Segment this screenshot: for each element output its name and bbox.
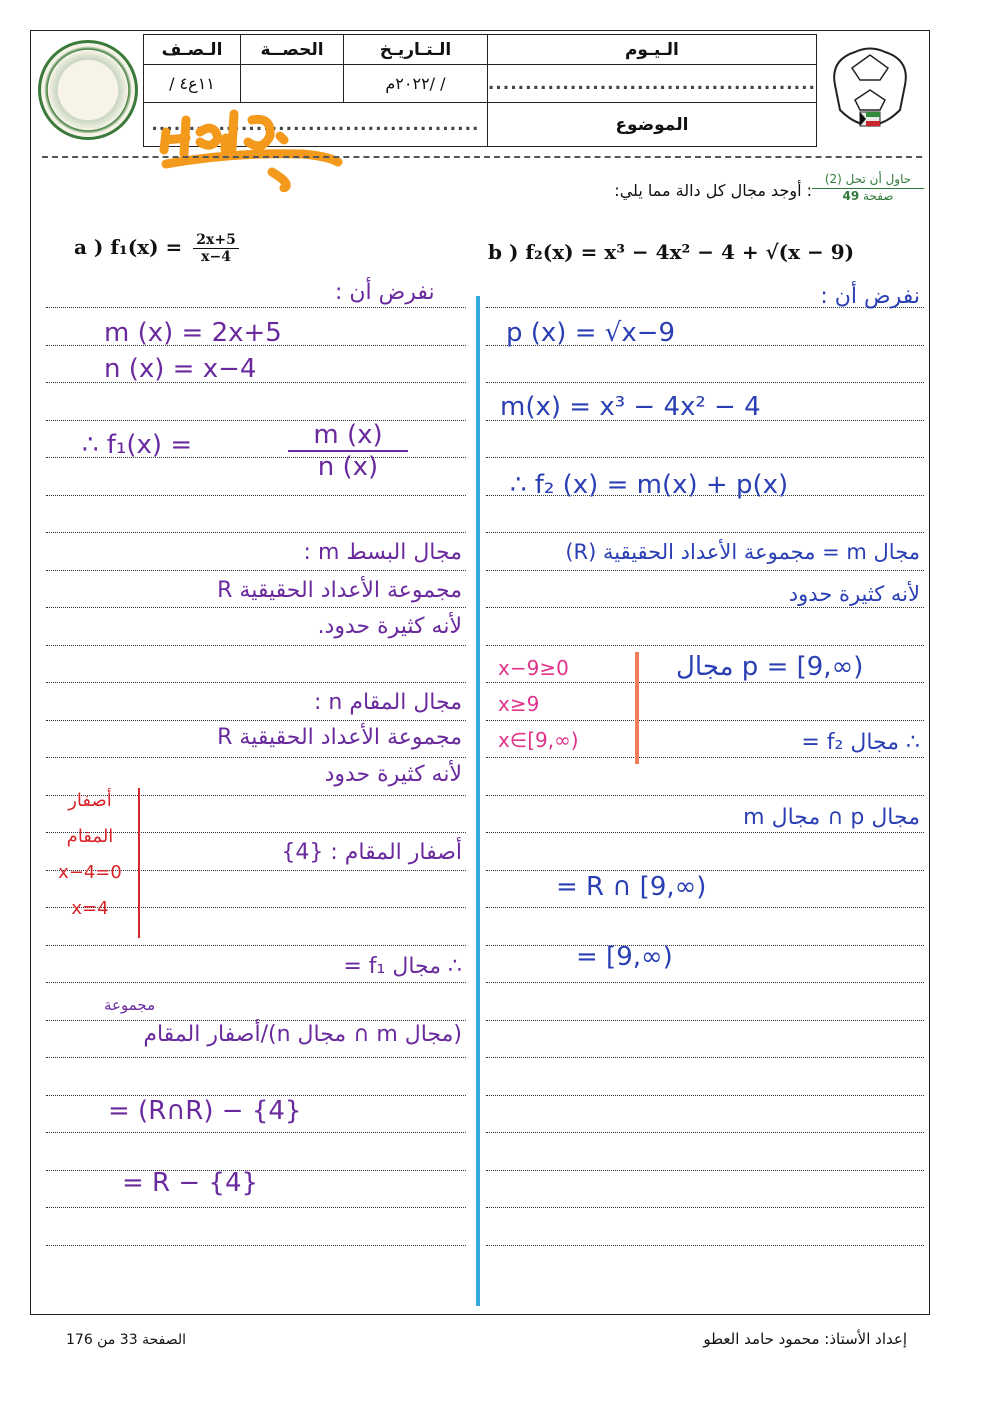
ruled-line [46,607,466,608]
a-side-note-line: أصفار [68,790,112,811]
a-assume: نفرض أن : [335,280,435,305]
ruled-line [46,1245,466,1246]
b-m-def: m(x) = x³ − 4x² − 4 [500,392,761,422]
a-set-word: مجموعة [104,996,156,1014]
ruled-line [486,1132,924,1133]
b-domain-m-line1: مجال m = مجموعة الأعداد الحقيقية (R) [565,540,920,564]
a-step1: = (R∩R) − {4} [108,1096,302,1126]
a-step2: = R − {4} [122,1168,259,1198]
header-separator [42,156,922,158]
try-to-solve-box [812,172,924,203]
b-step2: = [9,∞) [576,942,673,972]
ruled-line [486,1057,924,1058]
ruled-line [486,1207,924,1208]
school-seal-logo [38,40,138,140]
instruction-text: : أوجد مجال كل دالة مما يلي: [614,181,812,200]
a-domain-n-line2: لأنه كثيرة حدود [324,762,462,787]
problem-a-fraction [193,232,239,265]
ruled-line [486,1095,924,1096]
problem-b [488,240,854,264]
footer-page-info: الصفحة 33 من 176 [66,1332,186,1348]
a-domain-m-title: مجال البسط m : [303,540,462,565]
a-domain-n-title: مجال المقام n : [313,690,462,715]
a-side-note [44,790,136,934]
problem-b-label: b ) [488,240,519,264]
footer-author: إعداد الأستاذ: محمود حامد العطو [703,1330,907,1348]
ruled-line [46,645,466,646]
ruled-line [46,1207,466,1208]
problem-b-expression: f₂(x) = x³ − 4x² − 4 + √(x − 9) [525,240,855,264]
b-side-note-line: x≥9 [498,692,540,716]
ruled-line [46,720,466,721]
a-f1-den: n (x) [317,452,379,482]
ruled-line [486,570,924,571]
ruled-line [486,1170,924,1171]
ruled-line [46,570,466,571]
ruled-line [46,495,466,496]
day-value: ............................................ [487,65,816,103]
class-value: ١١ع٤ / [144,65,241,103]
ruled-line [46,1132,466,1133]
ruled-line [486,607,924,608]
day-label: الـيـوم [487,35,816,65]
a-n-def: n (x) = x−4 [104,354,257,384]
ruled-line [46,682,466,683]
ruled-line [486,532,924,533]
problem-a-label: a ) [74,235,104,259]
problem-a-denominator: x−4 [201,249,231,265]
a-zeros: أصفار المقام : {4} [281,840,462,865]
ruled-line [46,982,466,983]
a-domain-m-line2: لأنه كثيرة حدود. [317,614,462,639]
ruled-line [486,832,924,833]
b-side-note-line: x∈[9,∞) [498,728,579,752]
kuwait-emblem-logo [820,40,920,145]
b-side-note-line: x−9≥0 [498,656,569,680]
a-f1-num: m (x) [288,420,408,452]
ruled-line [46,945,466,946]
column-divider [476,296,480,1306]
problem-a-numerator: 2x+5 [193,232,239,249]
ruled-line [486,907,924,908]
a-side-note-line: المقام [66,826,114,847]
a-domain-m-line1: مجموعة الأعداد الحقيقية R [217,578,462,603]
ruled-line [46,307,466,308]
a-f1-eq: ∴ f₁(x) = [82,430,193,460]
ruled-line [486,982,924,983]
ruled-line [486,945,924,946]
b-domain-m-line2: لأنه كثيرة حدود [788,582,920,606]
topic-value: ............................................ [144,103,488,147]
ruled-line [486,457,924,458]
ruled-line [46,532,466,533]
b-domain-f2: ∴ مجال f₂ = [801,730,920,755]
ruled-line [486,1020,924,1021]
a-domain-f1: ∴ مجال f₁ = [343,954,462,979]
a-domain-n-line1: مجموعة الأعداد الحقيقية R [217,725,462,750]
a-side-note-line: x−4=0 [58,862,122,883]
page-number: 49 [842,189,860,203]
a-side-note-line: x=4 [71,898,109,919]
problem-a [74,232,239,265]
b-side-divider [635,652,639,764]
b-step1: = R ∩ [9,∞) [556,872,707,902]
topic-label: الموضوع [487,103,816,147]
b-intersection: مجال p ∩ مجال m [743,805,920,830]
b-side-note [498,656,630,764]
ruled-line [486,645,924,646]
ruled-line [46,1020,466,1021]
a-m-def: m (x) = 2x+5 [104,318,282,348]
ruled-line [486,870,924,871]
a-intersection: (مجال m ∩ مجال n)/أصفار المقام [143,1022,462,1047]
ruled-line [486,1245,924,1246]
date-label: الـتـاريـخ [344,35,488,65]
ruled-line [486,382,924,383]
class-label: الـصـف [144,35,241,65]
ruled-line [486,795,924,796]
problem-a-func: f₁(x) = [110,235,183,259]
page-label: صفحة [863,189,894,203]
ruled-line [46,1057,466,1058]
ruled-line [46,757,466,758]
orange-scribble-mark [152,92,352,192]
a-side-divider [138,788,140,938]
a-f1-fraction [288,420,408,482]
date-value: / /٢٠٢٢م [344,65,488,103]
b-f2-eq: ∴ f₂ (x) = m(x) + p(x) [510,470,789,500]
b-p-def: p (x) = √x−9 [506,318,676,348]
period-label: الحصــة [240,35,343,65]
try-label: حاول أن تحل (2) [812,172,924,189]
b-domain-p: مجال p = [9,∞) [676,652,864,682]
b-assume: نفرض أن : [820,284,920,309]
